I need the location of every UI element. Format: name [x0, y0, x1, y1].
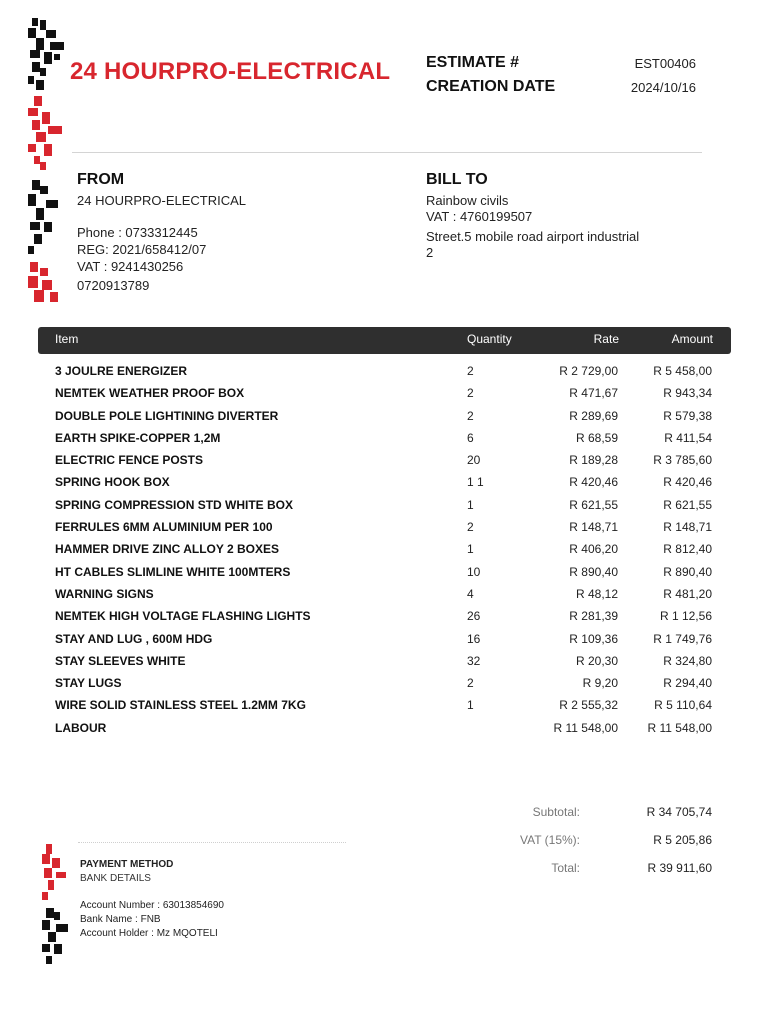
from-reg: REG: 2021/658412/07 [77, 242, 207, 257]
table-row [0, 694, 768, 716]
row-amount: R 5 458,00 [653, 364, 712, 378]
row-quantity: 2 [467, 408, 474, 423]
row-rate: R 9,20 [582, 676, 618, 691]
row-amount: R 579,38 [663, 408, 712, 423]
row-quantity: 10 [467, 564, 481, 579]
row-quantity: 2 [467, 676, 474, 691]
estimate-number-label: ESTIMATE # [426, 54, 520, 71]
row-amount: R 1 12,56 [659, 609, 712, 624]
row-rate: R 109,36 [569, 631, 618, 646]
row-rate: R 68,59 [575, 430, 618, 445]
table-row [0, 449, 768, 471]
row-item: ELECTRIC FENCE POSTS [55, 453, 204, 468]
row-amount: R 621,55 [663, 497, 712, 512]
row-rate: R 420,46 [569, 475, 618, 490]
row-item: WARNING SIGNS [55, 586, 154, 601]
row-quantity: 1 1 [467, 475, 484, 490]
row-item: FERRULES 6MM ALUMINIUM PER 100 [55, 520, 273, 535]
from-vat: VAT : 9241430256 [77, 259, 184, 274]
row-item: HT CABLES SLIMLINE WHITE 100MTERS [55, 564, 291, 579]
table-row [0, 628, 768, 650]
table-row [0, 516, 768, 538]
from-company-name: 24 HOURPRO-ELECTRICAL [77, 193, 247, 208]
row-item: 3 JOULRE ENERGIZER [55, 364, 188, 378]
total-label: Total: [551, 861, 580, 875]
row-amount: R 1 749,76 [653, 631, 712, 646]
row-amount: R 943,34 [663, 386, 712, 401]
table-row [0, 538, 768, 560]
subtotal-value: R 34 705,74 [646, 805, 712, 819]
items-table-body [0, 360, 768, 739]
row-rate: R 621,55 [569, 497, 618, 512]
row-item: EARTH SPIKE-COPPER 1,2M [55, 430, 221, 445]
bank-name: Bank Name : FNB [80, 914, 161, 925]
row-quantity: 2 [467, 520, 474, 535]
header-amount: Amount [671, 332, 713, 346]
row-quantity: 16 [467, 631, 481, 646]
account-holder: Account Holder : Mz MQOTELI [80, 928, 218, 939]
row-amount: R 148,71 [663, 520, 712, 535]
row-amount: R 812,40 [663, 542, 712, 557]
table-row [0, 494, 768, 516]
row-rate: R 2 555,32 [559, 698, 618, 713]
row-quantity: 1 [467, 698, 474, 713]
row-item: LABOUR [55, 720, 107, 735]
row-rate: R 281,39 [569, 609, 618, 624]
from-alt-phone: 0720913789 [77, 278, 150, 293]
row-quantity: 1 [467, 497, 474, 512]
row-rate: R 289,69 [569, 408, 618, 423]
row-amount: R 3 785,60 [653, 453, 712, 468]
table-row [0, 427, 768, 449]
bill-to-address-line2: 2 [426, 245, 434, 260]
row-item: NEMTEK HIGH VOLTAGE FLASHING LIGHTS [55, 609, 311, 624]
row-amount: R 411,54 [664, 430, 712, 445]
row-rate: R 471,67 [569, 386, 618, 401]
header-divider [72, 152, 702, 153]
row-item: DOUBLE POLE LIGHTINING DIVERTER [55, 408, 279, 423]
from-title: FROM [77, 171, 125, 188]
row-rate: R 189,28 [569, 453, 618, 468]
row-rate: R 890,40 [569, 564, 618, 579]
row-rate: R 20,30 [575, 653, 618, 668]
row-quantity: 2 [467, 364, 474, 378]
row-amount: R 481,20 [663, 586, 712, 601]
table-row [0, 561, 768, 583]
items-table-header [38, 327, 731, 354]
row-item: WIRE SOLID STAINLESS STEEL 1.2MM 7KG [55, 698, 306, 713]
table-row [0, 360, 768, 382]
account-number: Account Number : 63013854690 [80, 900, 224, 911]
bill-to-address-line1: Street.5 mobile road airport industrial [426, 229, 640, 244]
table-row [0, 605, 768, 627]
vat-value: R 5 205,86 [653, 833, 712, 847]
table-row [0, 672, 768, 694]
estimate-number-value: EST00406 [634, 56, 696, 71]
row-quantity: 26 [467, 609, 481, 624]
table-row [0, 471, 768, 493]
decorative-pattern-bottom [40, 842, 76, 966]
table-row [0, 717, 768, 739]
row-rate: R 406,20 [569, 542, 618, 557]
company-name: 24 HOURPRO-ELECTRICAL [70, 58, 391, 85]
header-quantity: Quantity [467, 332, 512, 346]
bill-to-name: Rainbow civils [426, 193, 509, 208]
row-item: SPRING COMPRESSION STD WHITE BOX [55, 497, 294, 512]
row-rate: R 11 548,00 [553, 720, 618, 735]
row-quantity: 2 [467, 386, 474, 401]
header-item: Item [55, 332, 79, 346]
decorative-pattern-top [26, 16, 70, 306]
creation-date-value: 2024/10/16 [630, 80, 696, 95]
row-item: SPRING HOOK BOX [55, 475, 170, 490]
table-row [0, 405, 768, 427]
row-amount: R 890,40 [663, 564, 712, 579]
table-row [0, 650, 768, 672]
row-rate: R 2 729,00 [559, 364, 618, 378]
total-value: R 39 911,60 [647, 861, 712, 875]
row-quantity: 1 [467, 542, 474, 557]
row-rate: R 148,71 [569, 520, 618, 535]
row-item: HAMMER DRIVE ZINC ALLOY 2 BOXES [55, 542, 280, 557]
row-quantity: 20 [467, 453, 481, 468]
row-item: STAY AND LUG , 600M HDG [55, 631, 213, 646]
bank-details-subtitle: BANK DETAILS [80, 873, 151, 884]
payment-method-title: PAYMENT METHOD [80, 859, 174, 870]
table-row [0, 583, 768, 605]
header-rate: Rate [593, 332, 619, 346]
from-phone: Phone : 0733312445 [77, 225, 198, 240]
row-quantity: 6 [467, 430, 474, 445]
payment-divider [78, 842, 346, 843]
row-amount: R 11 548,00 [647, 720, 712, 735]
row-item: NEMTEK WEATHER PROOF BOX [55, 386, 245, 401]
creation-date-label: CREATION DATE [426, 78, 556, 95]
row-item: STAY LUGS [55, 676, 122, 691]
row-quantity: 4 [467, 586, 474, 601]
subtotal-label: Subtotal: [532, 805, 580, 819]
table-row [0, 382, 768, 404]
row-rate: R 48,12 [575, 586, 618, 601]
bill-to-vat: VAT : 4760199507 [426, 209, 533, 224]
row-amount: R 294,40 [663, 676, 712, 691]
row-item: STAY SLEEVES WHITE [55, 653, 186, 668]
bill-to-title: BILL TO [426, 171, 488, 188]
row-amount: R 420,46 [663, 475, 712, 490]
row-quantity: 32 [467, 653, 481, 668]
vat-label: VAT (15%): [519, 833, 580, 847]
row-amount: R 5 110,64 [654, 698, 712, 713]
row-amount: R 324,80 [663, 653, 712, 668]
